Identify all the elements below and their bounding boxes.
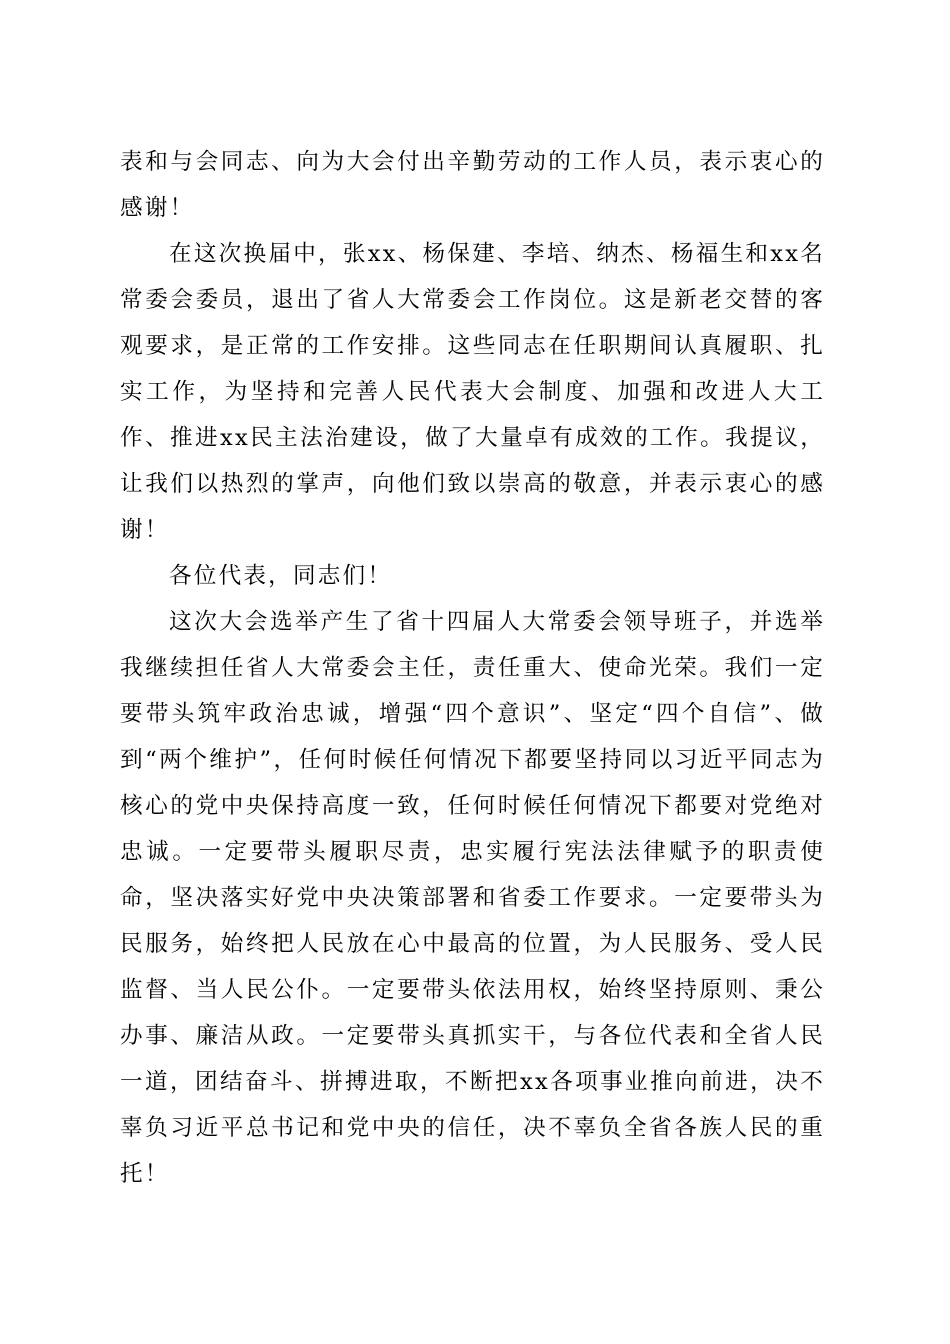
paragraph-2: 在这次换届中，张xx、杨保建、李培、纳杰、杨福生和xx名常委会委员，退出了省人大常委会工作岗位。这是新老交替的客观要求，是正常的工作安排。这些同志在任职期间认真履职、扎实工作，为坚持和完善人民代表大会制度、加强和改进人大工作、推进xx民主法治建设，做了大量卓有成效的工作。我提议，让我们以热烈的掌声，向他们致以崇高的敬意，并表示衷心的感谢！ xyxy=(120,241,825,543)
document-body xyxy=(120,139,825,1197)
paragraph-1: 表和与会同志、向为大会付出辛勤劳动的工作人员，表示衷心的感谢！ xyxy=(120,149,825,221)
paragraph-4: 这次大会选举产生了省十四届人大常委会领导班子，并选举我继续担任省人大常委会主任，责任重大、使命光荣。我们一定要带头筑牢政治忠诚，增强“四个意识”、坚定“四个自信”、做到“两个维护”，任何时候任何情况下都要坚持同以习近平同志为核心的党中央保持高度一致，任何时候任何情况下都要对党绝对忠诚。一定要带头履职尽责，忠实履行宪法法律赋予的职责使命，坚决落实好党中央决策部署和省委工作要求。一定要带头为民服务，始终把人民放在心中最高的位置，为人民服务、受人民监督、当人民公仆。一定要带头依法用权，始终坚持原则、秉公办事、廉洁从政。一定要带头真抓实干，与各位代表和全省人民一道，团结奋斗、拼搏进取，不断把xx各项事业推向前进，决不辜负习近平总书记和党中央的信任，决不辜负全省各族人民的重托！ xyxy=(120,609,825,1187)
paragraph-3: 各位代表，同志们！ xyxy=(169,563,393,589)
